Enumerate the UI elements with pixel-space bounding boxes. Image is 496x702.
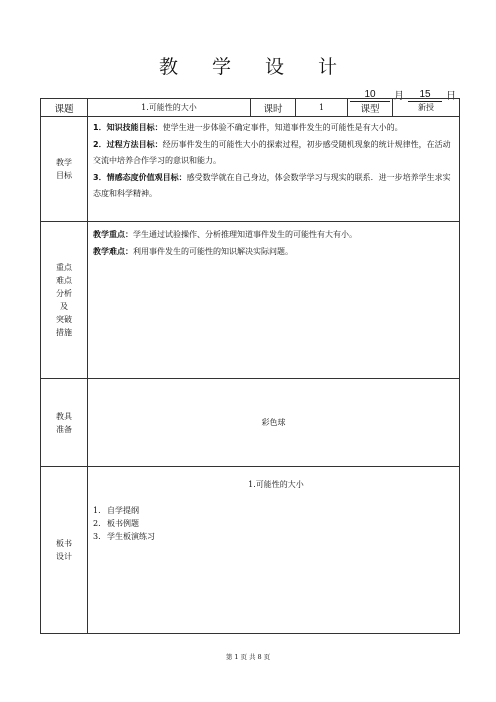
hours-value: 1 — [296, 99, 348, 117]
month-value: 10 — [350, 89, 390, 102]
materials-value: 彩色球 — [88, 379, 460, 467]
page-footer: 第 1 页 共 8 页 — [225, 653, 271, 661]
day-value: 15 — [408, 89, 442, 102]
type-value: 新授 — [393, 99, 460, 117]
month-label: 月 — [394, 91, 404, 102]
header-row — [41, 99, 460, 117]
goals-row — [41, 117, 460, 222]
page-title: 教 学 设 计 — [158, 56, 352, 78]
key-point: 教学重点：学生通过试验操作、分析推理知道事件发生的可能性有大有小。 — [93, 230, 357, 239]
day-label: 日 — [446, 91, 456, 102]
list-item: 3. 学生板演练习 — [93, 532, 155, 541]
lesson-plan-table — [40, 98, 460, 634]
list-item: 1. 自学提纲 — [93, 506, 139, 515]
goals-content — [88, 117, 460, 222]
goal-item-3: 3．情感态度价值观目标：感受数学就在自己身边，体会数学学习与现实的联系．进一步培养学生求实态度和科学精神。 — [93, 172, 451, 198]
topic-label: 课题 — [41, 99, 88, 117]
focus-row — [41, 222, 460, 379]
focus-label: 重点 难点 分析 及 突破 措施 — [41, 222, 88, 379]
goals-label: 教学 目标 — [41, 117, 88, 222]
total-pages: 8 — [257, 653, 262, 661]
materials-label: 教具 准备 — [41, 379, 88, 467]
materials-row — [41, 379, 460, 467]
board-content — [88, 467, 460, 634]
goal-item-1: 1．知识技能目标：使学生进一步体验不确定事件，知道事件发生的可能性是有大小的。 — [93, 123, 403, 132]
hours-label: 课时 — [251, 99, 296, 117]
board-title: 1.可能性的大小 — [248, 480, 304, 489]
board-list — [93, 504, 459, 543]
board-row — [41, 467, 460, 634]
goal-item-2: 2．过程方法目标：经历事件发生的可能性大小的探索过程，初步感受随机现象的统计规律性，在活动交流中培养合作学习的意识和能力。 — [93, 139, 451, 165]
board-label: 板书 设计 — [41, 467, 88, 634]
focus-content — [88, 222, 460, 379]
list-item: 2. 板书例题 — [93, 519, 139, 528]
difficult-point: 教学难点：利用事件发生的可能性的知识解决实际问题。 — [93, 247, 293, 256]
current-page: 1 — [234, 653, 239, 661]
topic-value: 1.可能性的大小 — [88, 99, 251, 117]
type-label: 课型 — [348, 99, 393, 117]
